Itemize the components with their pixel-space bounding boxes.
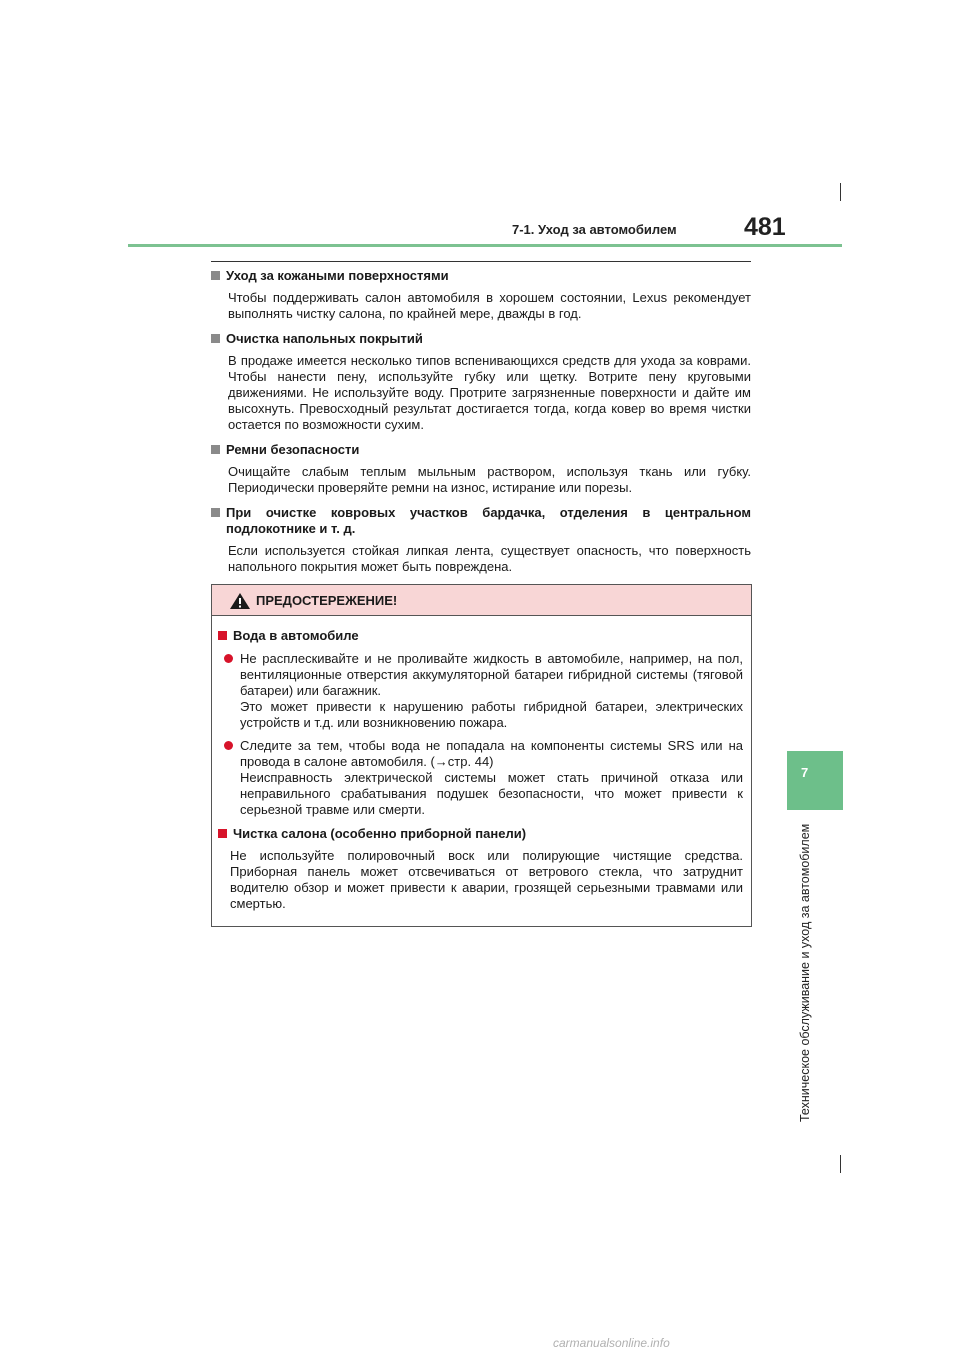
footer-watermark[interactable]: carmanualsonline.info: [553, 1336, 670, 1350]
bullet-text: Это может привести к нарушению работы гибридной батареи, электрических устройств и т.д. или возникновению пожара.: [240, 699, 743, 730]
section-text: Если используется стойкая липкая лента, существует опасность, что поверхность напольного покрытия может быть повреждена.: [228, 543, 751, 574]
caution-bullet: [218, 738, 743, 818]
section-seatbelts: [211, 442, 751, 496]
content-top-rule: [211, 261, 751, 262]
chapter-vertical-title: Техническое обслуживание и уход за автомобилем: [798, 823, 812, 1122]
bullet-text: Неисправность электрической системы может стать причиной отказа или неправильного срабатывания подушек безопасности, что может привести к серьезной травме или смерти.: [240, 770, 743, 817]
caution-header: [212, 585, 751, 616]
square-bullet-icon: [211, 508, 220, 517]
warning-triangle-icon: [229, 592, 251, 610]
square-bullet-icon: [211, 271, 220, 280]
section-heading: Уход за кожаными поверхностями: [226, 268, 449, 283]
section-heading: При очистке ковровых участков бардачка, отделения в центральном подлокотнике и т. д.: [226, 505, 751, 536]
section-leather: [211, 268, 751, 322]
caution-box: [211, 584, 752, 927]
red-dot-icon: [224, 654, 233, 663]
caution-bullet: [218, 651, 743, 731]
caution-body: [212, 616, 751, 912]
square-bullet-icon: [211, 445, 220, 454]
caution-subheading: Вода в автомобиле: [233, 628, 359, 643]
section-text: Чтобы поддерживать салон автомобиля в хорошем состоянии, Lexus рекомендует выполнять чистку салона, по крайней мере, дважды в год.: [228, 290, 751, 321]
section-text: В продаже имеется несколько типов вспенивающихся средств для ухода за коврами. Чтобы нанести пену, используйте губку или щетку. Вотрите пену круговыми движениями. Не используйте воду. Протрите загрязненные поверхности и дайте им высохнуть. Превосходный результат достигается тогда, когда ковер во время чистки остается по возможности сухим.: [228, 353, 751, 432]
bullet-text: Не расплескивайте и не проливайте жидкость в автомобиле, например, на пол, вентиляционные отверстия аккумуляторной батареи гибридной системы (тяговой батареи) или багажник.: [240, 651, 743, 698]
chapter-tab-number: 7: [801, 765, 809, 780]
page-number: 481: [744, 213, 786, 241]
bullet-text: Следите за тем, чтобы вода не попадала на компоненты системы SRS или на провода в салоне автомобиля. (→стр. 44): [240, 738, 743, 769]
chapter-tab: [787, 751, 843, 810]
main-content: [211, 268, 751, 584]
section-heading: Ремни безопасности: [226, 442, 360, 457]
red-dot-icon: [224, 741, 233, 750]
chapter-title: 7-1. Уход за автомобилем: [512, 222, 677, 237]
square-bullet-icon: [211, 334, 220, 343]
red-square-bullet-icon: [218, 829, 227, 838]
caution-subheading: Чистка салона (особенно приборной панели): [233, 826, 527, 841]
section-text: Очищайте слабым теплым мыльным раствором, используя ткань или губку. Периодически проверяйте ремни на износ, истирание или порезы.: [228, 464, 751, 495]
caution-title: ПРЕДОСТЕРЕЖЕНИЕ!: [256, 593, 398, 608]
section-carpets: [211, 331, 751, 433]
section-heading: Очистка напольных покрытий: [226, 331, 423, 346]
red-square-bullet-icon: [218, 631, 227, 640]
caution-text: Не используйте полировочный воск или полирующие чистящие средства. Приборная панель может отсвечиваться от ветрового стекла, что затруднит водителю обзор и может привести к аварии, грозящей серьезными травмами или смертью.: [230, 848, 743, 911]
header-divider: [128, 244, 842, 247]
section-console: [211, 505, 751, 575]
crop-mark-top: [840, 183, 841, 201]
crop-mark-bottom: [840, 1155, 841, 1173]
